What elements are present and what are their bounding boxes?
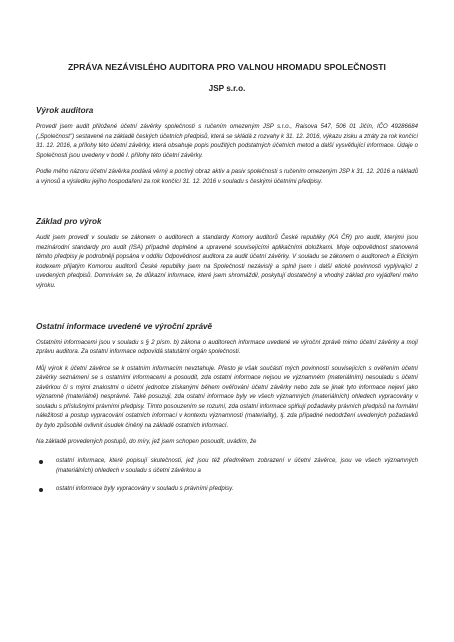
report-title: ZPRÁVA NEZÁVISLÉHO AUDITORA PRO VALNOU HROMADU SPOLEČNOSTI: [67, 62, 386, 72]
bullet-dot-icon: [39, 488, 43, 492]
section-heading-zaklad: Základ pro výrok: [36, 217, 102, 227]
list-item: [36, 457, 418, 476]
paragraph: Podle mého názoru účetní závěrka podává věrný a poctivý obraz aktiv a pasiv společnosti s ručením omezeným JSP k 31. 12. 2016 a nákladů a výnosů a výsledku jejího hospodaření za rok končící 31. 12. 2016 v souladu s českými účetními předpisy.: [36, 169, 418, 185]
bullet-list: [36, 457, 418, 495]
bullet-dot-icon: [39, 460, 43, 464]
paragraph: Můj výrok k účetní závěrce se k ostatním informacím nevztahuje. Přesto je však součástí mých povinností souvisejících s ověřením účetní závěrky seznámení se s ostatními informacemi a posoudit, zda ostatní informace nejsou ve významném (materiálním) nesouladu s účetní závěrkou či s mými znalostmi o účetní jednotce získanými během ověřování účetní závěrky nebo zda se jinak tyto informace nejeví jako významně (materiálně) nesprávné. Také posuzuji, zda ostatní informace byly ve všech významných (materiálních) ohledech vypracovány v souladu s příslušnými právními předpisy. Tímto posouzením se rozumí, zda ostatní informace splňují požadavky právních předpisů na formální náležitosti a postup vypracování ostatních informací v kontextu významnosti (materiality), tj. zda případné nedodržení uvedených požadavků by bylo způsobilé ovlivnit úsudek činěný na základě ostatních informací.: [36, 365, 418, 429]
company-name: JSP s.r.o.: [208, 84, 246, 93]
section-heading-vyrok: Výrok auditora: [36, 106, 94, 115]
list-item: [36, 485, 418, 495]
list-item-text: ostatní informace byly vypracovány v souladu s právními předpisy.: [56, 486, 234, 493]
list-item-text: ostatní informace, které popisují skutečnosti, jež jsou též předmětem zobrazení v účetní závěrce, jsou ve všech významných (materiálních) ohledech v souladu s účetní závěrkou a: [56, 458, 418, 474]
paragraph: Na základě provedených postupů, do míry, jež jsem schopen posoudit, uvádím, že: [36, 439, 257, 446]
paragraph: Provedl jsem audit přiložené účetní závěrky společnosti s ručením omezeným JSP s.r.o., Raisova 547, 506 01 Jičín, IČO 49286684 („Společnost") sestavené na základě českých účetních předpisů, která se skládá z rozvahy k 31. 12. 2016, výkazu zisku a ztráty za rok končící 31. 12. 2016, a přílohy této účetní závěrky, která obsahuje popis použitých podstatných účetních metod a další vysvětlující informace. Údaje o Společnosti jsou uvedeny v bodě I. přílohy této účetní závěrky.: [36, 124, 418, 159]
paragraph: Audit jsem provedl v souladu se zákonem o auditorech a standardy Komory auditorů České republiky (KA ČR) pro audit, kterými jsou mezinárodní standardy pro audit (ISA) případně doplněné a upravené souvisejícími aplikačními doložkami. Moje odpovědnost stanovená těmito předpisy je podrobněji popsána v oddílu Odpovědnost auditora za audit účetní závěrky. V souladu se zákonem o auditorech a Etickým kodexem přijatým Komorou auditorů České republiky jsem na Společnosti nezávislý a splnil jsem i další etické povinnosti vyplývající z uvedených předpisů. Domnívám se, že důkazní informace, které jsem shromáždil, poskytují dostatečný a vhodný základ pro vyjádření mého výroku.: [36, 235, 418, 290]
paragraph: Ostatními informacemi jsou v souladu s § 2 písm. b) zákona o auditorech informace uvedené ve výroční zprávě mimo účetní závěrky a mojí zprávu auditora. Za ostatní informace odpovídá statutární orgán společnosti.: [36, 339, 418, 356]
section-heading-ostatni: Ostatní informace uvedené ve výroční zprávě: [36, 321, 213, 331]
